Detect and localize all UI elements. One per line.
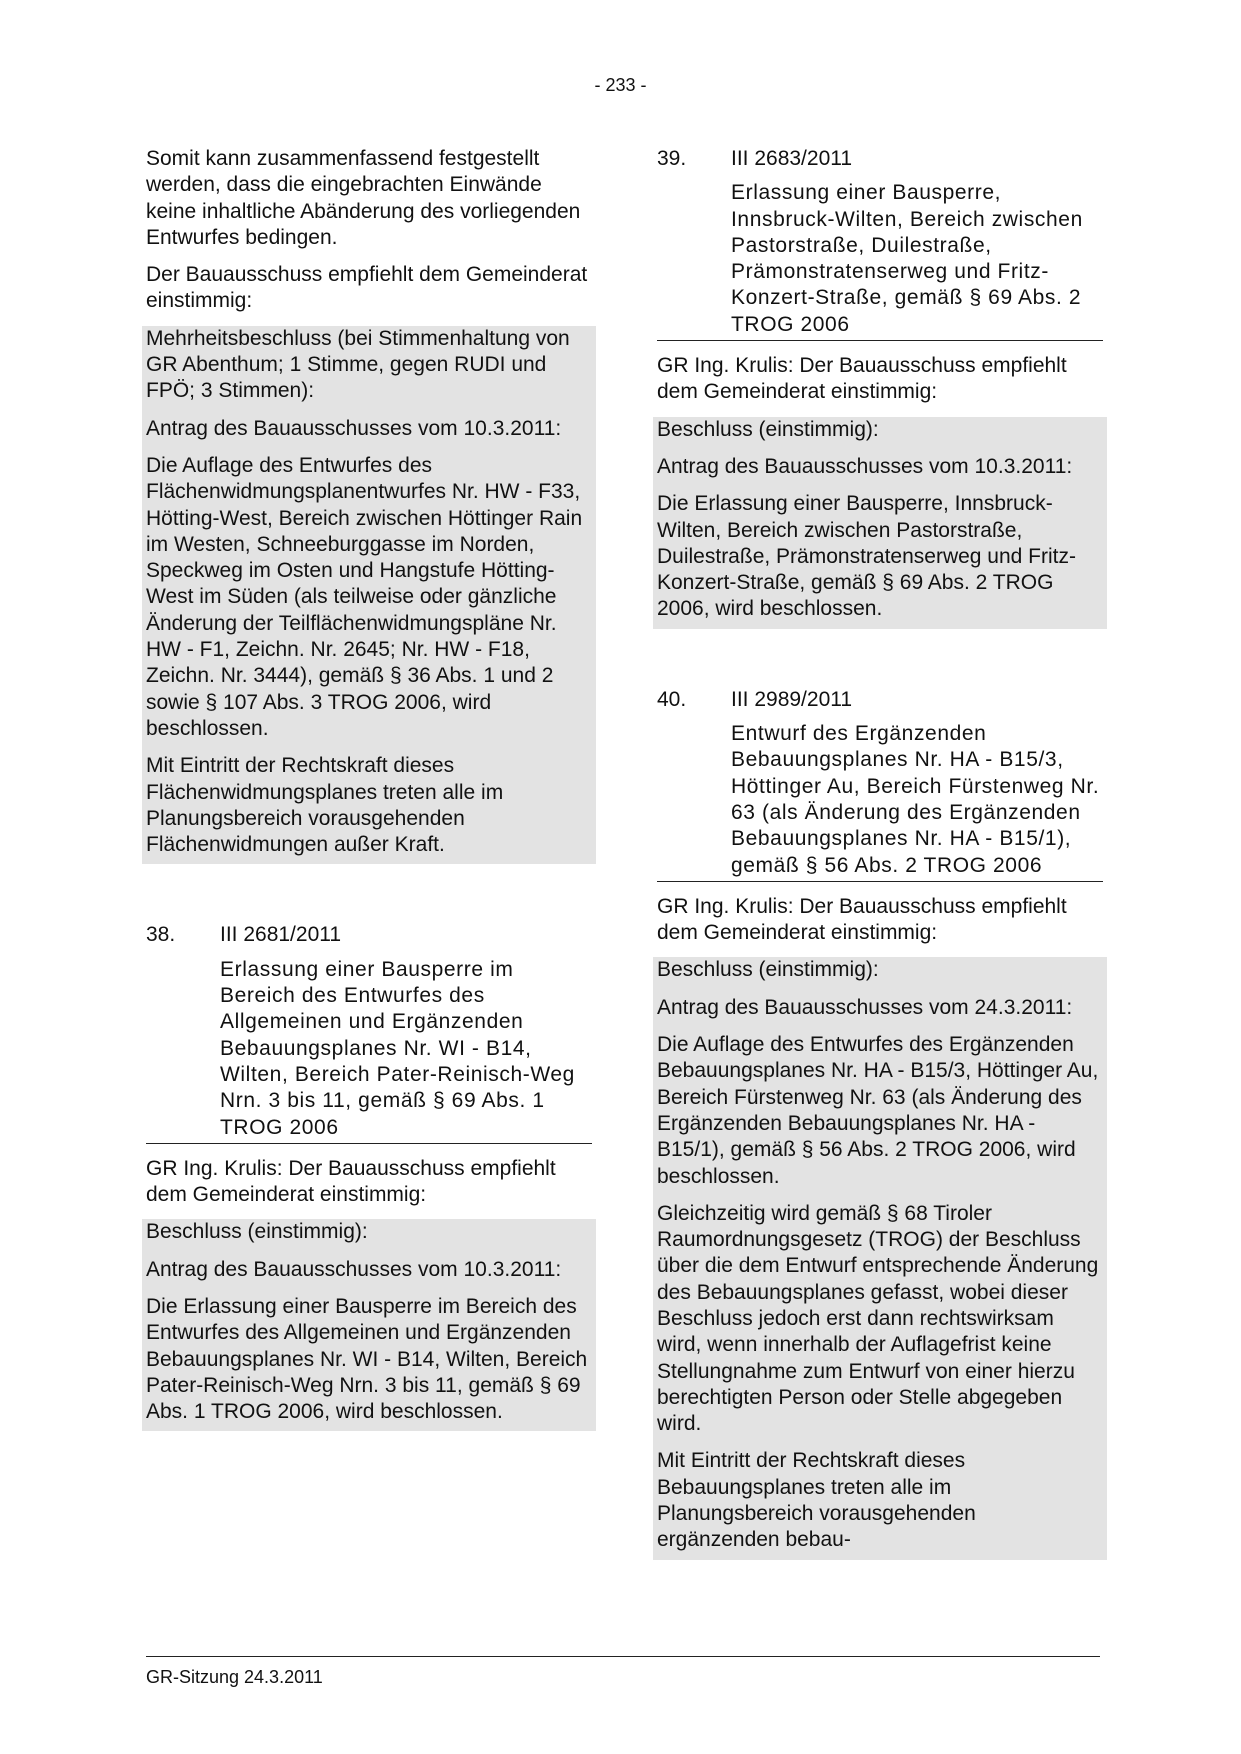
decision-block	[653, 417, 1107, 629]
decision-text: Mit Eintritt der Rechtskraft dieses Bebauungsplanes treten alle im Planungsbereich vorausgehenden ergänzenden bebau-	[657, 1449, 976, 1552]
decision-text: Mit Eintritt der Rechtskraft dieses Flächenwidmungsplanes treten alle im Planungsbereich vorausgehenden Flächenwidmungen außer Kraft.	[146, 754, 504, 857]
decision-motion: Antrag des Bauausschusses vom 24.3.2011:	[657, 995, 1073, 1019]
decision-text: Gleichzeitig wird gemäß § 68 Tiroler Raumordnungsgesetz (TROG) der Beschluss über die dem Entwurf entsprechende Änderung des Bebauungsplanes gefasst, wobei dieser Beschluss jedoch erst dann rechtswirksam wird, wenn innerhalb der Auflagefrist keine Stellungnahme zum Entwurf von einer hierzu berechtigten Person oder Stelle abgegeben wird.	[657, 1201, 1099, 1436]
item-recommendation: GR Ing. Krulis: Der Bauausschuss empfiehlt dem Gemeinderat einstimmig:	[657, 894, 1067, 945]
decision-motion: Antrag des Bauausschusses vom 10.3.2011:	[146, 416, 562, 440]
decision-text: Die Erlassung einer Bausperre im Bereich des Entwurfes des Allgemeinen und Ergänzenden Bebauungsplanes Nr. WI - B14, Wilten, Bereich Pater-Reinisch-Weg Nrn. 3 bis 11, gemäß § 69 Abs. 1 TROG 2006, wird beschlossen.	[146, 1294, 588, 1424]
item-recommendation: GR Ing. Krulis: Der Bauausschuss empfiehlt dem Gemeinderat einstimmig:	[657, 354, 1067, 404]
item-subject: Erlassung einer Bausperre im Bereich des Entwurfes des Allgemeinen und Ergänzenden Bebauungsplanes Nr. WI - B14, Wilten, Bereich Pater-Reinisch-Weg Nrn. 3 bis 11, gemäß § 69 Abs. 1 TROG 2006	[220, 957, 575, 1139]
item-heading	[657, 687, 1103, 713]
item-number: 39.	[657, 147, 687, 170]
intro-paragraph: Der Bauausschuss empfiehlt dem Gemeinderat einstimmig:	[146, 263, 588, 313]
agenda-item-39	[657, 146, 1103, 629]
agenda-item-40	[657, 687, 1103, 1560]
item-subject: Entwurf des Ergänzenden Bebauungsplanes Nr. HA - B15/3, Höttinger Au, Bereich Fürstenweg Nr. 63 (als Änderung des Ergänzenden Bebauungsplanes Nr. HA - B15/1), gemäß § 56 Abs. 2 TROG 2006	[731, 722, 1100, 877]
item-subject: Erlassung einer Bausperre, Innsbruck-Wilten, Bereich zwischen Pastorstraße, Duilestraße, Prämonstratenserweg und Fritz-Konzert-Straße, gemäß § 69 Abs. 2 TROG 2006	[731, 181, 1083, 336]
left-column	[146, 146, 592, 1431]
item-reference: III 2989/2011	[731, 687, 853, 711]
decision-motion: Antrag des Bauausschusses vom 10.3.2011:	[146, 1257, 562, 1281]
decision-text: Die Auflage des Entwurfes des Ergänzenden Bebauungsplanes Nr. HA - B15/3, Höttinger Au, Bereich Fürstenweg Nr. 63 (als Änderung des Ergänzenden Bebauungsplanes Nr. HA - B15/1), gemäß § 56 Abs. 2 TROG 2006, wird beschlossen.	[657, 1033, 1099, 1188]
intro-paragraph: Somit kann zusammenfassend festgestellt werden, dass die eingebrachten Einwände keine inhaltliche Abänderung des vorliegenden Entwurfes bedingen.	[146, 147, 581, 249]
item-heading	[146, 922, 592, 948]
agenda-item-38	[146, 922, 592, 1431]
decision-block	[653, 957, 1107, 1559]
right-column	[657, 146, 1103, 1560]
item-recommendation: GR Ing. Krulis: Der Bauausschuss empfiehlt dem Gemeinderat einstimmig:	[146, 1156, 556, 1207]
decision-vote: Beschluss (einstimmig):	[146, 1220, 368, 1244]
page-number: - 233 -	[594, 75, 647, 95]
decision-text: Die Auflage des Entwurfes des Flächenwidmungsplanentwurfes Nr. HW - F33, Hötting-West, Bereich zwischen Höttinger Rain im Westen, Schneeburggasse im Norden, Speckweg im Osten und Hangstufe Hötting-West im Süden (als teilweise oder gänzliche Änderung der Teilflächenwidmungspläne Nr. HW - F1, Zeichn. Nr. 2645; Nr. HW - F18, Zeichn. Nr. 3444), gemäß § 36 Abs. 1 und 2 sowie § 107 Abs. 3 TROG 2006, wird beschlossen.	[146, 453, 583, 740]
footer-divider	[146, 1656, 1100, 1657]
decision-text: Die Erlassung einer Bausperre, Innsbruck-Wilten, Bereich zwischen Pastorstraße, Duilestraße, Prämonstratenserweg und Fritz-Konzert-Straße, gemäß § 69 Abs. 2 TROG 2006, wird beschlossen.	[657, 492, 1076, 621]
decision-vote: Mehrheitsbeschluss (bei Stimmenhaltung von GR Abenthum; 1 Stimme, gegen RUDI und FPÖ; 3 Stimmen):	[146, 326, 570, 403]
item-number: 38.	[146, 923, 176, 947]
item-reference: III 2681/2011	[220, 923, 342, 947]
decision-motion: Antrag des Bauausschusses vom 10.3.2011:	[657, 454, 1073, 478]
item-reference: III 2683/2011	[731, 147, 853, 170]
decision-block	[142, 326, 596, 865]
decision-block	[142, 1219, 596, 1431]
footer-session-label: GR-Sitzung 24.3.2011	[146, 1667, 323, 1687]
item-heading	[657, 146, 1103, 172]
decision-vote: Beschluss (einstimmig):	[657, 958, 879, 982]
item-number: 40.	[657, 687, 687, 711]
decision-vote: Beschluss (einstimmig):	[657, 417, 879, 441]
